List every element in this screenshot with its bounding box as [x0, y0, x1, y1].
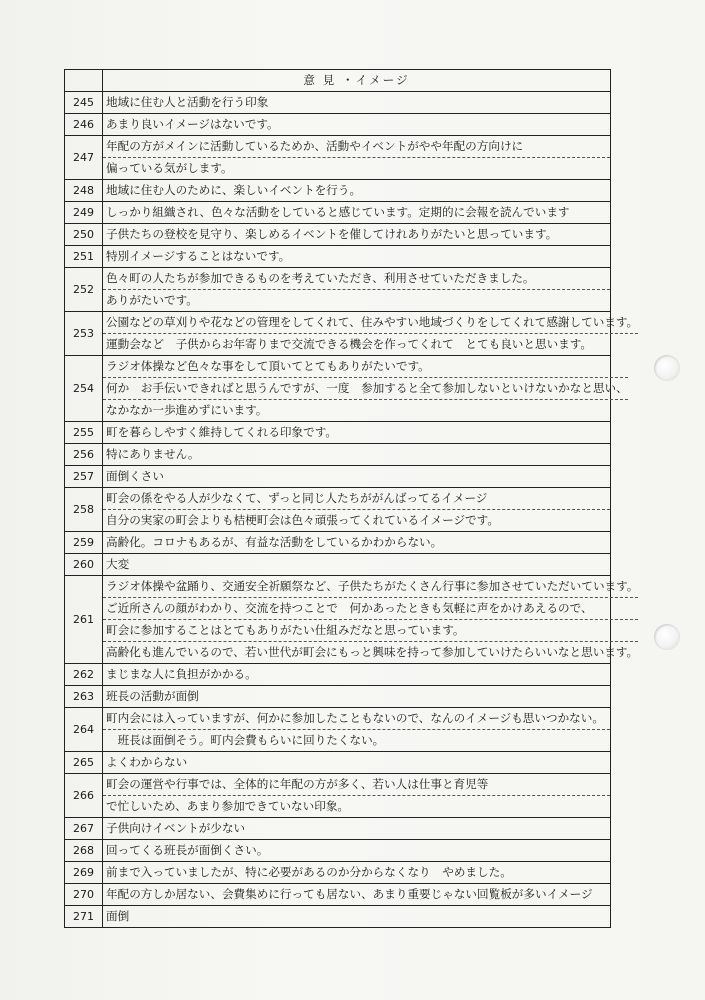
row-number: 258: [65, 488, 103, 531]
opinion-cell: [103, 906, 610, 927]
opinion-text-line: で忙しいため、あまり参加できていない印象。: [106, 799, 350, 813]
row-number: 256: [65, 444, 103, 465]
opinion-cell: [103, 202, 610, 223]
table-row: [65, 312, 639, 356]
table-row: [65, 356, 628, 422]
opinion-cell: [103, 840, 610, 861]
row-number: 247: [65, 136, 103, 179]
row-number: 251: [65, 246, 103, 267]
table-row: [65, 840, 610, 862]
opinion-cell: [103, 356, 628, 421]
table-row: [65, 532, 610, 554]
table-row: [65, 774, 610, 818]
table-row: [65, 180, 610, 202]
table-row: [65, 884, 610, 906]
opinion-text-line: 回ってくる班長が面倒くさい。: [106, 843, 269, 857]
opinion-text-line: 年配の方がメインに活動しているためか、活動やイベントがやや年配の方向けに: [103, 136, 610, 158]
row-number: 264: [65, 708, 103, 751]
row-number: 252: [65, 268, 103, 311]
row-number: 253: [65, 312, 103, 355]
row-number: 259: [65, 532, 103, 553]
row-number: 257: [65, 466, 103, 487]
opinion-text-line: 自分の実家の町会よりも桔梗町会は色々頑張ってくれているイメージです。: [106, 513, 499, 527]
opinion-cell: [103, 92, 610, 113]
opinion-text-line: 町会に参加することはとてもありがたい仕組みだなと思っています。: [103, 620, 638, 642]
opinion-text-line: 色々町の人たちが参加できるものを考えていただき、利用させていただきました。: [103, 268, 610, 290]
opinion-text-line: 特別イメージすることはないです。: [106, 249, 291, 263]
opinion-text-line: 町会の運営や行事では、全体的に年配の方が多く、若い人は仕事と育児等: [103, 774, 610, 796]
opinion-cell: [103, 862, 610, 883]
opinion-cell: [103, 422, 610, 443]
opinion-cell: [103, 180, 610, 201]
opinion-cell: [103, 752, 610, 773]
opinion-cell: [103, 136, 610, 179]
row-number: 261: [65, 576, 103, 663]
table-row: [65, 444, 610, 466]
row-number: 248: [65, 180, 103, 201]
header-number-cell: [65, 70, 103, 91]
table-row: [65, 268, 610, 312]
table-row: [65, 664, 610, 686]
row-number: 270: [65, 884, 103, 905]
opinion-text-line: ご近所さんの顔がわかり、交流を持つことで 何かあったときも気軽に声をかけあえるので、: [103, 598, 638, 620]
opinion-cell: [103, 884, 610, 905]
opinion-text-line: ラジオ体操など色々な事をして頂いてとてもありがたいです。: [103, 356, 628, 378]
opinion-text-line: 地域に住む人と活動を行う印象: [106, 95, 269, 109]
row-number: 265: [65, 752, 103, 773]
punch-hole: [654, 355, 680, 381]
table-row: [65, 554, 610, 576]
row-number: 262: [65, 664, 103, 685]
table-header-row: [65, 70, 610, 92]
row-number: 254: [65, 356, 103, 421]
table-row: [65, 466, 610, 488]
row-number: 271: [65, 906, 103, 927]
table-row: [65, 752, 610, 774]
table-row: [65, 708, 610, 752]
table-row: [65, 92, 610, 114]
row-number: 245: [65, 92, 103, 113]
table-body: [65, 92, 639, 927]
row-number: 267: [65, 818, 103, 839]
row-number: 269: [65, 862, 103, 883]
opinion-text-line: まじまな人に負担がかかる。: [106, 667, 257, 681]
opinion-cell: [103, 774, 610, 817]
opinion-text-line: 面倒: [106, 909, 130, 923]
table-row: [65, 576, 639, 664]
opinion-text-line: 高齢化も進んでいるので、若い世代が町会にもっと興味を持って参加していけたらいいなと思います。: [106, 645, 639, 659]
opinion-cell: [103, 818, 610, 839]
opinion-text-line: 班長の活動が面倒: [106, 689, 199, 703]
table-row: [65, 818, 610, 840]
opinion-text-line: ありがたいです。: [106, 293, 198, 307]
opinion-text-line: 年配の方しか居ない、会費集めに行っても居ない、あまり重要じゃない回覧板が多いイメージ: [106, 887, 593, 901]
opinion-cell: [103, 664, 610, 685]
opinion-text-line: ラジオ体操や盆踊り、交通安全祈願祭など、子供たちがたくさん行事に参加させていただいています。: [103, 576, 638, 598]
opinion-text-line: あまり良いイメージはないです。: [106, 117, 279, 131]
opinion-cell: [103, 246, 610, 267]
opinion-text-line: しっかり組織され、色々な活動をしていると感じています。定期的に会報を読んでいます: [106, 205, 570, 219]
opinion-cell: [103, 554, 610, 575]
opinion-text-line: 町内会には入っていますが、何かに参加したこともないので、なんのイメージも思いつかない。: [103, 708, 610, 730]
opinion-cell: [103, 312, 638, 355]
opinion-cell: [103, 444, 610, 465]
opinion-text-line: 何か お手伝いできればと思うんですが、一度 参加すると全て参加しないといけないかなと思い、: [103, 378, 628, 400]
opinion-text-line: 町会の係をやる人が少なくて、ずっと同じ人たちががんばってるイメージ: [103, 488, 610, 510]
opinion-cell: [103, 708, 610, 751]
opinion-cell: [103, 466, 610, 487]
opinion-text-line: 高齢化。コロナもあるが、有益な活動をしているかわからない。: [106, 535, 443, 549]
opinion-text-line: 特にありません。: [106, 447, 200, 461]
opinion-text-line: 地域に住む人のために、楽しいイベントを行う。: [106, 183, 362, 197]
table-row: [65, 246, 610, 268]
opinion-text-line: 偏っている気がします。: [106, 161, 233, 175]
row-number: 255: [65, 422, 103, 443]
opinion-text-line: なかなか一歩進めずにいます。: [106, 403, 268, 417]
opinion-cell: [103, 488, 610, 531]
row-number: 246: [65, 114, 103, 135]
table-row: [65, 202, 610, 224]
opinion-text-line: 班長は面倒そう。町内会費もらいに回りたくない。: [106, 733, 385, 747]
opinion-cell: [103, 576, 638, 663]
opinion-cell: [103, 268, 610, 311]
opinion-text-line: 面倒くさい: [106, 469, 164, 483]
opinion-text-line: 町を暮らしやすく維持してくれる印象です。: [106, 425, 337, 439]
opinion-cell: [103, 114, 610, 135]
table-row: [65, 906, 610, 927]
opinion-text-line: 運動会など 子供からお年寄りまで交流できる機会を作ってくれて とても良いと思います。: [106, 337, 593, 351]
opinion-text-line: 子供たちの登校を見守り、楽しめるイベントを催してけれありがたいと思っています。: [106, 227, 558, 241]
opinion-text-line: 大変: [106, 557, 130, 571]
table-row: [65, 686, 610, 708]
opinion-cell: [103, 224, 610, 245]
opinion-cell: [103, 686, 610, 707]
opinion-text-line: 子供向けイベントが少ない: [106, 821, 246, 835]
row-number: 266: [65, 774, 103, 817]
header-title: 意 見 ・イメージ: [303, 73, 410, 87]
opinion-text-line: 前まで入っていましたが、特に必要があるのか分からなくなり やめました。: [106, 865, 512, 879]
table-row: [65, 114, 610, 136]
row-number: 260: [65, 554, 103, 575]
opinion-text-line: 公園などの草刈りや花などの管理をしてくれて、住みやすい地域づくりをしてくれて感謝しています。: [103, 312, 638, 334]
row-number: 249: [65, 202, 103, 223]
table-row: [65, 862, 610, 884]
opinion-cell: [103, 532, 610, 553]
punch-hole: [654, 624, 680, 650]
table-row: [65, 136, 610, 180]
opinion-table: [64, 69, 639, 928]
row-number: 263: [65, 686, 103, 707]
row-number: 250: [65, 224, 103, 245]
table-row: [65, 422, 610, 444]
table-row: [65, 488, 610, 532]
table-row: [65, 224, 610, 246]
row-number: 268: [65, 840, 103, 861]
opinion-text-line: よくわからない: [106, 755, 188, 769]
